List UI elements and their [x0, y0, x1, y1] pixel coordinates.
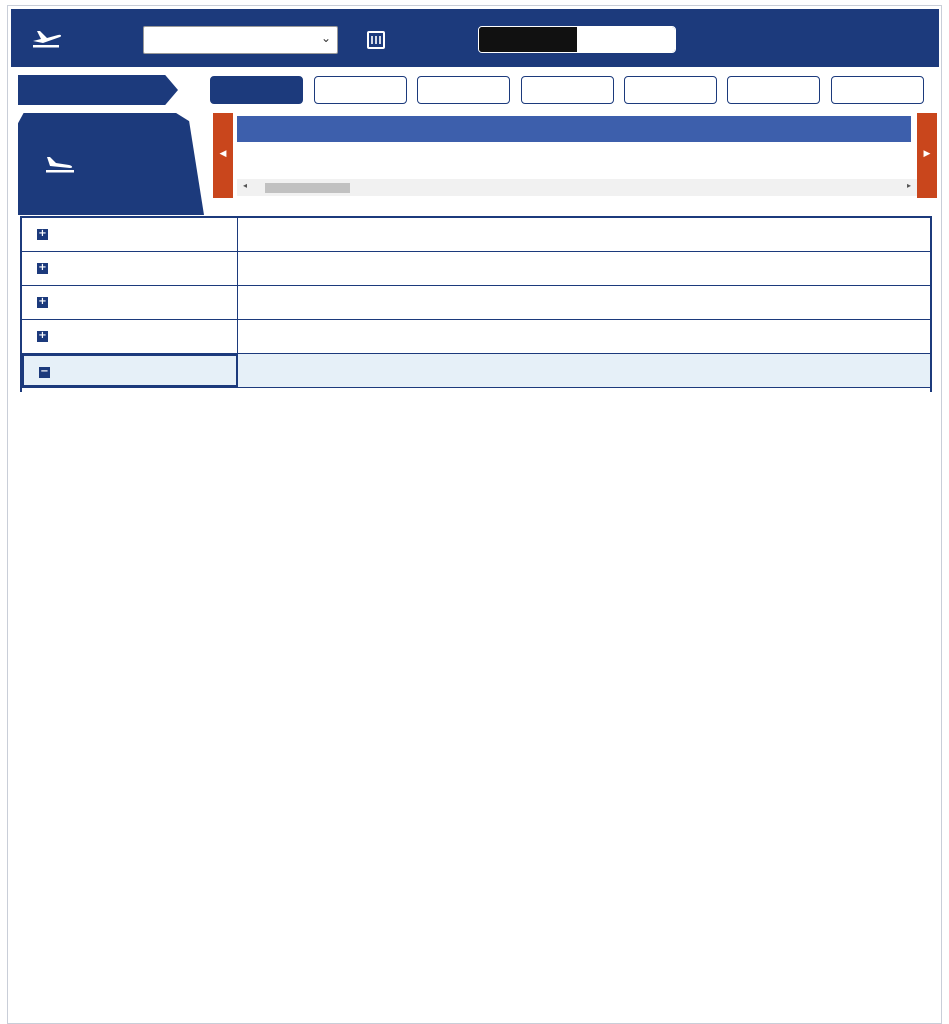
expand-plus-icon[interactable]: + [38, 262, 47, 273]
chevron-down-icon: ⌄ [320, 31, 331, 45]
period-tab-5[interactable] [624, 76, 717, 104]
scroll-left-button[interactable]: ◀ [213, 113, 233, 198]
period-toggle [478, 26, 676, 53]
departure-airport-select[interactable] [143, 26, 338, 54]
region-kyushu[interactable] [22, 354, 930, 388]
period-option-all[interactable] [479, 27, 577, 52]
expand-plus-icon[interactable]: + [38, 296, 47, 307]
region-tokyo[interactable] [22, 286, 930, 320]
region-tohoku-hokuriku[interactable] [22, 252, 930, 286]
period-tab-1[interactable] [210, 76, 303, 104]
scroll-right-arrow-icon[interactable]: ▸ [906, 181, 911, 190]
region-list [20, 216, 932, 392]
destination-header [18, 113, 204, 215]
region-chugoku-shikoku[interactable] [22, 320, 930, 354]
collapse-minus-icon[interactable]: − [40, 366, 49, 377]
region-hokkaido[interactable] [22, 218, 930, 252]
top-bar [11, 9, 939, 67]
departure-plane-icon [31, 27, 63, 49]
scroll-right-button[interactable]: ▶ [917, 113, 937, 198]
period-tab-3[interactable] [417, 76, 510, 104]
expand-plus-icon[interactable]: + [38, 228, 47, 239]
expand-plus-icon[interactable]: + [38, 330, 47, 341]
arrival-plane-icon [44, 154, 76, 174]
date-header-strip [237, 116, 911, 142]
scroll-left-arrow-icon[interactable]: ◂ [243, 181, 248, 190]
period-tab-2[interactable] [314, 76, 407, 104]
page-frame [7, 5, 942, 1024]
period-tab-6[interactable] [727, 76, 820, 104]
horizontal-scrollbar[interactable] [237, 179, 917, 196]
period-option-weekend[interactable] [577, 27, 675, 52]
calendar-icon [367, 31, 385, 49]
period-switch-label [18, 75, 178, 105]
period-tab-4[interactable] [521, 76, 614, 104]
scrollbar-thumb[interactable] [265, 183, 350, 193]
period-tab-7[interactable] [831, 76, 924, 104]
